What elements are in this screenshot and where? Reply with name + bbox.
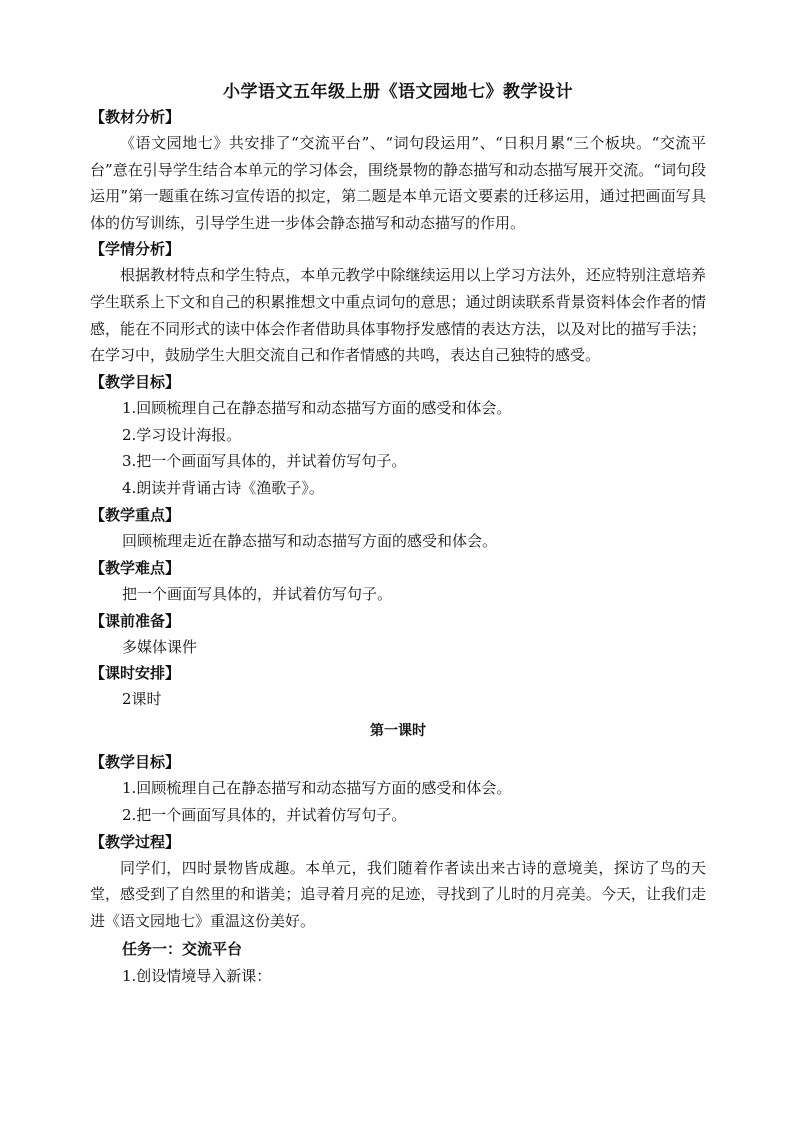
section-heading-student-analysis: 【学情分析】 [90,240,181,259]
key-points-text: 回顾梳理走近在静态描写和动态描写方面的感受和体会。 [122,531,498,550]
document-title: 小学语文五年级上册《语文园地七》教学设计 [223,82,573,102]
teaching-goal-item: 4.朗读并背诵古诗《渔歌子》。 [122,479,324,498]
section-heading-preparation: 【课前准备】 [90,611,181,630]
section-heading-lesson-goals: 【教学目标】 [90,753,181,772]
section-heading-teaching-goals: 【教学目标】 [90,372,181,391]
section-heading-teaching-process: 【教学过程】 [90,832,181,851]
lesson-title: 第一课时 [370,723,426,740]
process-step-item: 1.创设情境导入新课： [122,966,272,985]
schedule-text: 2课时 [122,690,162,709]
teaching-goal-item: 3.把一个画面写具体的，并试着仿写句子。 [122,452,407,471]
lesson-goal-item: 1.回顾梳理自己在静态描写和动态描写方面的感受和体会。 [122,779,512,798]
document-page [90,80,706,989]
section-heading-schedule: 【课时安排】 [90,664,181,683]
teaching-goal-item: 1.回顾梳理自己在静态描写和动态描写方面的感受和体会。 [122,398,512,417]
difficulties-text: 把一个画面写具体的，并试着仿写句子。 [122,584,393,603]
teaching-goal-item: 2.学习设计海报。 [122,425,242,444]
section-heading-difficulties: 【教学难点】 [90,558,181,577]
task-heading: 任务一：交流平台 [122,939,243,958]
textbook-analysis-paragraph: 《语文园地七》共安排了“交流平台”、“词句段运用”、“日积月累“三个板块。“交流平台”意在引导学生结合本单元的学习体会，围绕景物的静态描写和动态描写展开交流。“词句段运用”第一题重在练习宣传语的拟定，第二题是本单元语文要素的迁移运用，通过把画面写具体的仿写训练，引导学生进一步体会静态描写和动态描写的作用。 [90,134,706,232]
section-heading-textbook-analysis: 【教材分析】 [90,108,181,126]
lesson-goal-item: 2.把一个画面写具体的，并试着仿写句子。 [122,805,407,824]
preparation-text: 多媒体课件 [122,637,198,656]
teaching-process-intro: 同学们，四时景物皆成趣。本单元，我们随着作者读出来古诗的意境美，探访了鸟的天堂，感受到了自然里的和谐美；追寻着月亮的足迹，寻找到了儿时的月亮美。今天，让我们走进《语文园地七》重温这份美好。 [90,858,706,930]
student-analysis-paragraph: 根据教材特点和学生特点，本单元教学中除继续运用以上学习方法外，还应特别注意培养学生联系上下文和自己的积累推想文中重点词句的意思；通过朗读联系背景资料体会作者的情感，能在不同形式的读中体会作者借助具体事物抒发感情的表达方法，以及对比的描写手法；在学习中，鼓励学生大胆交流自己和作者情感的共鸣，表达自己独特的感受。 [90,266,706,365]
section-heading-key-points: 【教学重点】 [90,505,181,524]
